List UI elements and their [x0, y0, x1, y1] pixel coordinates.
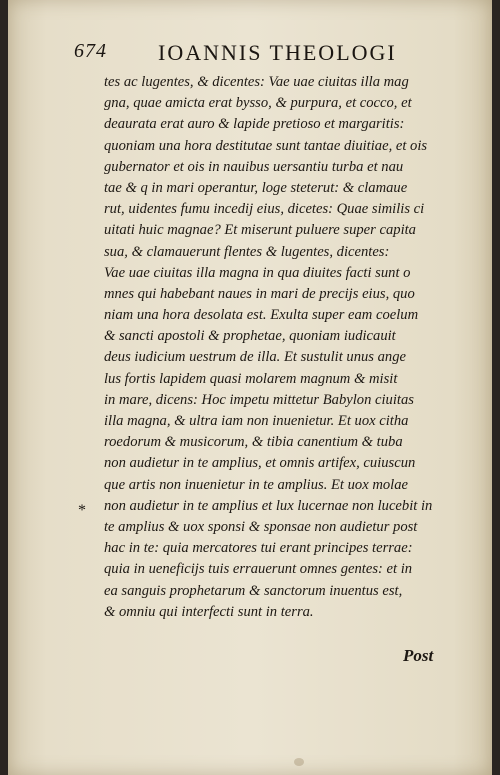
text-line: gubernator et ois in nauibus uersantiu turba et nau — [104, 158, 404, 175]
text-line: que artis non inuenietur in te amplius. Et uox molae — [104, 476, 409, 493]
text-line: in mare, dicens: Hoc impetu mittetur Babylon ciuitas — [104, 391, 414, 408]
text-line: & sancti apostoli & prophetae, quoniam iudicauit — [104, 328, 396, 345]
text-line: niam una hora desolata est. Exulta super eam coelum — [104, 307, 419, 324]
catchword: Post — [403, 646, 434, 665]
text-line: non audietur in te amplius, et omnis artifex, cuiuscun — [104, 455, 416, 472]
marginal-asterisk: * — [78, 502, 86, 519]
text-line: tes ac lugentes, & dicentes: Vae uae ciuitas illa mag — [104, 74, 409, 90]
text-line: tae & q in mari operantur, loge steterut: & clamaue — [104, 179, 408, 196]
text-line: & omniu qui interfecti sunt in terra. — [104, 603, 314, 620]
text-line: quia in ueneficijs tuis errauerunt omnes gentes: et in — [104, 561, 413, 578]
paper-wormhole — [294, 758, 304, 766]
text-line: lus fortis lapidem quasi molarem magnum & misit — [104, 370, 398, 387]
text-block — [104, 72, 448, 623]
text-line: non audietur in te amplius et lux lucernae non lucebit in — [104, 497, 433, 514]
text-line: te amplius & uox sponsi & sponsae non audietur post — [104, 518, 418, 535]
text-line: deaurata erat auro & lapide pretioso et margaritis: — [104, 116, 405, 133]
text-line: mnes qui habebant naues in mari de precijs eius, quo — [104, 285, 415, 302]
running-head: IOANNIS THEOLOGI — [158, 40, 397, 65]
text-line: sua, & clamauerunt flentes & lugentes, dicentes: — [104, 243, 390, 260]
text-line: deus iudicium uestrum de illa. Et sustulit unus ange — [104, 349, 406, 366]
text-line: gna, quae amicta erat bysso, & purpura, et cocco, et — [104, 95, 412, 112]
text-line: uitati huic magnae? Et miserunt puluere super capita — [104, 222, 416, 239]
text-line: roedorum & musicorum, & tibia canentium & tuba — [104, 434, 403, 451]
text-line: hac in te: quia mercatores tui erant principes terrae: — [104, 540, 413, 557]
text-line: ea sanguis prophetarum & sanctorum inuentus est, — [104, 582, 403, 599]
text-line: quoniam una hora destitutae sunt tantae diuitiae, et ois — [104, 137, 428, 154]
page-number: 674 — [74, 40, 107, 62]
book-page — [8, 0, 492, 775]
text-line: Vae uae ciuitas illa magna in qua diuites facti sunt o — [104, 264, 411, 281]
text-line: rut, uidentes fumu incedij eius, dicetes: Quae similis ci — [104, 201, 425, 218]
text-line: illa magna, & ultra iam non inuenietur. Et uox citha — [104, 413, 409, 429]
page-header — [74, 40, 414, 68]
